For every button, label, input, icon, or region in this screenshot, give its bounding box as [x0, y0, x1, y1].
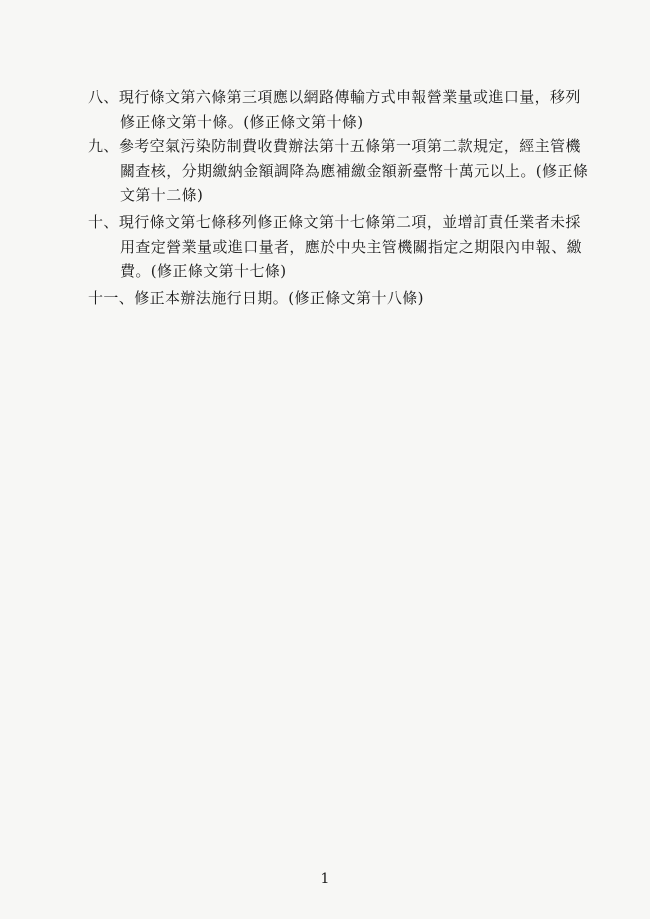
list-item-first-line: [88, 210, 588, 235]
page-number: 1: [320, 871, 330, 887]
list-item-text: 關查核，分期繳納金額調降為應補繳金額新臺幣十萬元以上。(修正條: [120, 161, 588, 180]
list-item-text: 用查定營業量或進口量者，應於中央主管機關指定之期限內申報、繳: [120, 237, 583, 256]
list-item-number: 八、: [88, 88, 119, 106]
list-item-number: 十、: [88, 213, 119, 231]
list-item-11: [88, 286, 588, 311]
list-item-text: 參考空氣污染防制費收費辦法第十五條第一項第二款規定，經主管機: [118, 137, 581, 155]
list-item-text: 文第十二條): [120, 186, 204, 204]
list-item-number: 九、: [88, 137, 119, 155]
list-item-first-line: [88, 286, 588, 311]
list-item-first-line: [88, 85, 588, 110]
list-item-text: 修正本辦法施行日期。(修正條文第十八條): [134, 289, 424, 307]
list-item-text: 修正條文第十條。(修正條文第十條): [120, 112, 364, 131]
list-item-first-line: [88, 134, 588, 159]
list-item-text: 費。(修正條文第十七條): [120, 262, 287, 280]
list-item-text: 現行條文第六條第三項應以網路傳輸方式申報營業量或進口量，移列: [118, 88, 581, 106]
list-item-9: [88, 134, 588, 208]
list-item-number: 十一、: [88, 289, 135, 307]
list-item-8: [88, 85, 588, 134]
list-item-text: 現行條文第七條移列修正條文第十七條第二項，並增訂責任業者未採: [118, 213, 581, 231]
list-item-10: [88, 210, 588, 284]
